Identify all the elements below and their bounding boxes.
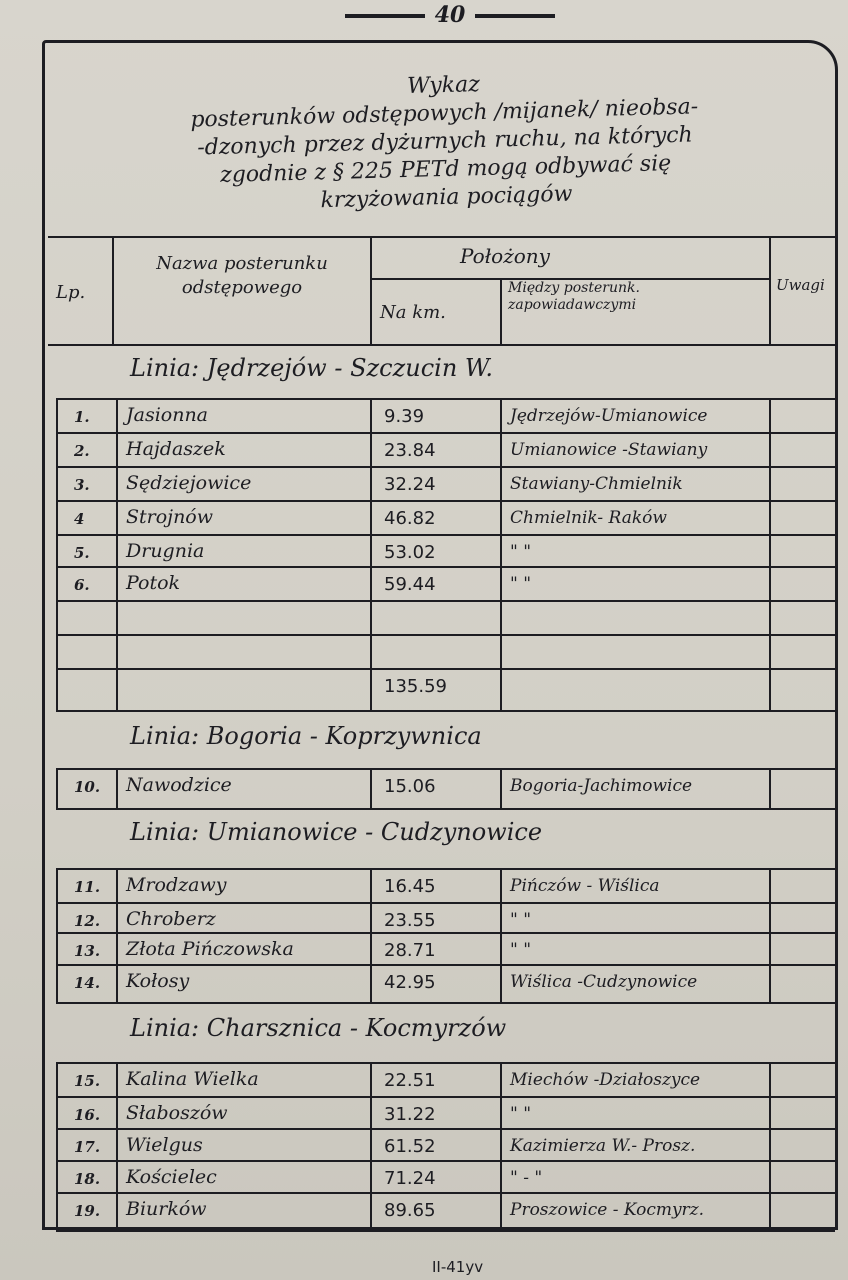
row-lp: 16.	[74, 1106, 101, 1124]
row-between: Pińczów - Wiślica	[510, 876, 660, 896]
column-rule	[116, 1062, 118, 1096]
column-rule	[56, 964, 58, 1002]
row-lp: 3.	[74, 476, 90, 494]
column-rule	[370, 432, 372, 466]
row-km: 135.59	[384, 676, 447, 697]
row-name: Biurków	[126, 1198, 207, 1220]
column-rule	[56, 932, 58, 964]
column-rule	[56, 634, 58, 668]
column-rule	[56, 668, 58, 710]
row-lp: 14.	[74, 974, 101, 992]
row-lp: 11.	[74, 878, 101, 896]
row-rule	[56, 1160, 835, 1162]
row-rule	[56, 1192, 835, 1194]
section-title: Linia: Charsznica - Kocmyrzów	[130, 1014, 507, 1042]
row-rule	[56, 902, 835, 904]
row-rule	[56, 668, 835, 670]
header-top-rule	[48, 236, 835, 238]
column-rule	[500, 566, 502, 600]
row-rule	[56, 634, 835, 636]
column-rule	[116, 432, 118, 466]
page-number: 40	[0, 2, 848, 28]
footer-code: II-41yv	[432, 1258, 484, 1276]
row-km: 31.22	[384, 1104, 436, 1125]
column-rule	[370, 500, 372, 534]
column-rule	[370, 1096, 372, 1128]
row-rule	[56, 1128, 835, 1130]
title-line: -dzonych przez dyżurnych ruchu, na których	[196, 122, 694, 161]
row-lp: 15.	[74, 1072, 101, 1090]
column-rule	[370, 1128, 372, 1160]
column-rule	[56, 902, 58, 932]
row-km: 53.02	[384, 542, 436, 563]
column-rule	[370, 1160, 372, 1192]
row-name: Złota Pińczowska	[126, 938, 294, 960]
column-rule	[56, 1160, 58, 1192]
row-lp: 2.	[74, 442, 90, 460]
row-rule	[56, 964, 835, 966]
row-between: Bogoria-Jachimowice	[510, 776, 693, 796]
row-km: 71.24	[384, 1168, 436, 1189]
column-rule	[769, 500, 771, 534]
column-rule	[56, 432, 58, 466]
row-name: Hajdaszek	[126, 438, 226, 460]
row-rule	[56, 1062, 835, 1064]
row-lp: 10.	[74, 778, 101, 796]
row-between: Wiślica -Cudzynowice	[510, 972, 698, 992]
column-rule	[370, 1192, 372, 1230]
row-km: 42.95	[384, 972, 436, 993]
column-rule	[500, 1160, 502, 1192]
column-rule	[769, 466, 771, 500]
header-col-rule	[769, 237, 771, 344]
row-between: Jędrzejów-Umianowice	[510, 406, 708, 426]
title-line: krzyżowania pociągów	[320, 181, 573, 214]
column-rule	[370, 868, 372, 902]
column-rule	[769, 1160, 771, 1192]
column-rule	[370, 768, 372, 808]
column-rule	[116, 902, 118, 932]
column-rule	[500, 466, 502, 500]
column-rule	[370, 466, 372, 500]
column-rule	[769, 398, 771, 432]
column-rule	[56, 398, 58, 432]
column-rule	[116, 534, 118, 566]
column-rule	[500, 500, 502, 534]
section-title: Linia: Jędrzejów - Szczucin W.	[130, 354, 494, 382]
column-rule	[370, 668, 372, 710]
row-km: 22.51	[384, 1070, 436, 1091]
row-name: Potok	[126, 572, 181, 594]
row-km: 46.82	[384, 508, 436, 529]
row-name: Nawodzice	[126, 774, 232, 796]
header-between: Między posterunk. zapowiadawczymi	[508, 280, 640, 313]
section-bottom-rule	[56, 808, 835, 810]
column-rule	[500, 600, 502, 634]
column-rule	[116, 932, 118, 964]
row-name: Słaboszów	[126, 1102, 228, 1124]
title-line: Wykaz	[406, 72, 481, 99]
page-number-dash-left	[345, 14, 425, 18]
column-rule	[116, 1128, 118, 1160]
column-rule	[769, 964, 771, 1002]
column-rule	[500, 868, 502, 902]
title-line: zgodnie z § 225 PETd mogą odbywać się	[219, 151, 672, 188]
row-lp: 12.	[74, 912, 101, 930]
column-rule	[500, 398, 502, 432]
column-rule	[500, 964, 502, 1002]
row-lp: 19.	[74, 1202, 101, 1220]
column-rule	[116, 566, 118, 600]
document-title	[58, 62, 831, 222]
row-name: Mrodzawy	[126, 874, 227, 896]
column-rule	[769, 1128, 771, 1160]
row-rule	[56, 432, 835, 434]
column-rule	[769, 600, 771, 634]
row-rule	[56, 566, 835, 568]
column-rule	[116, 634, 118, 668]
column-rule	[500, 1096, 502, 1128]
title-line: posterunków odstępowych /mijanek/ nieobsa-	[190, 94, 699, 133]
section-title: Linia: Bogoria - Koprzywnica	[130, 722, 482, 750]
row-lp: 13.	[74, 942, 101, 960]
row-km: 16.45	[384, 876, 436, 897]
header-col-rule	[112, 237, 114, 344]
row-rule	[56, 1096, 835, 1098]
header-bottom-rule	[48, 344, 835, 346]
column-rule	[370, 902, 372, 932]
column-rule	[500, 668, 502, 710]
header-located: Położony	[460, 244, 550, 268]
row-km: 32.24	[384, 474, 436, 495]
row-lp: 4	[74, 510, 85, 528]
row-name: Kalina Wielka	[126, 1068, 259, 1090]
row-km: 23.55	[384, 910, 436, 931]
column-rule	[116, 1192, 118, 1230]
section-title: Linia: Umianowice - Cudzynowice	[130, 818, 543, 846]
column-rule	[116, 500, 118, 534]
row-name: Kołosy	[126, 970, 190, 992]
column-rule	[500, 634, 502, 668]
row-rule	[56, 500, 835, 502]
header-col-rule	[370, 237, 372, 344]
row-km: 23.84	[384, 440, 436, 461]
row-lp: 5.	[74, 544, 90, 562]
row-rule	[56, 466, 835, 468]
column-rule	[370, 566, 372, 600]
column-rule	[56, 1062, 58, 1096]
row-rule	[56, 398, 835, 400]
row-name: Sędziejowice	[126, 472, 252, 494]
column-rule	[116, 868, 118, 902]
column-rule	[56, 500, 58, 534]
page-number-dash-right	[475, 14, 555, 18]
column-rule	[370, 932, 372, 964]
row-lp: 1.	[74, 408, 90, 426]
row-between: Miechów -Działoszyce	[510, 1070, 701, 1090]
column-rule	[769, 668, 771, 710]
column-rule	[116, 398, 118, 432]
column-rule	[370, 634, 372, 668]
row-between: Kazimierza W.- Prosz.	[510, 1136, 696, 1156]
header-remarks: Uwagi	[776, 276, 825, 294]
row-rule	[56, 600, 835, 602]
header-km: Na km.	[380, 302, 446, 323]
column-rule	[500, 1062, 502, 1096]
row-rule	[56, 768, 835, 770]
row-rule	[56, 868, 835, 870]
column-rule	[370, 600, 372, 634]
row-between: " "	[510, 1104, 532, 1124]
column-rule	[500, 1192, 502, 1230]
column-rule	[56, 868, 58, 902]
column-rule	[56, 1096, 58, 1128]
row-km: 61.52	[384, 1136, 436, 1157]
column-rule	[56, 566, 58, 600]
row-between: " "	[510, 542, 532, 562]
row-name: Jasionna	[126, 404, 209, 426]
row-name: Chroberz	[126, 908, 216, 930]
column-rule	[500, 902, 502, 932]
section-bottom-rule	[56, 710, 835, 712]
column-rule	[500, 1128, 502, 1160]
column-rule	[56, 768, 58, 808]
column-rule	[116, 1160, 118, 1192]
column-rule	[116, 600, 118, 634]
column-rule	[769, 768, 771, 808]
column-rule	[769, 566, 771, 600]
header-lp: Lp.	[56, 282, 86, 303]
column-rule	[56, 466, 58, 500]
row-between: " "	[510, 574, 532, 594]
header-name: Nazwa posterunku odstępowego	[156, 253, 328, 298]
column-rule	[116, 466, 118, 500]
column-rule	[769, 1062, 771, 1096]
column-rule	[769, 868, 771, 902]
column-rule	[116, 668, 118, 710]
column-rule	[769, 432, 771, 466]
column-rule	[370, 964, 372, 1002]
column-rule	[370, 398, 372, 432]
row-lp: 18.	[74, 1170, 101, 1188]
column-rule	[500, 932, 502, 964]
row-km: 89.65	[384, 1200, 436, 1221]
column-rule	[769, 902, 771, 932]
column-rule	[116, 1096, 118, 1128]
column-rule	[769, 634, 771, 668]
column-rule	[769, 932, 771, 964]
row-between: Umianowice -Stawiany	[510, 440, 708, 460]
column-rule	[56, 600, 58, 634]
column-rule	[370, 534, 372, 566]
column-rule	[500, 534, 502, 566]
section-bottom-rule	[56, 1230, 835, 1232]
column-rule	[769, 1192, 771, 1230]
column-rule	[116, 768, 118, 808]
row-between: " "	[510, 910, 532, 930]
row-lp: 6.	[74, 576, 90, 594]
row-between: Proszowice - Kocmyrz.	[510, 1200, 705, 1220]
section-bottom-rule	[56, 1002, 835, 1004]
row-name: Strojnów	[126, 506, 214, 528]
column-rule	[116, 964, 118, 1002]
column-rule	[56, 1192, 58, 1230]
row-lp: 17.	[74, 1138, 101, 1156]
column-rule	[56, 1128, 58, 1160]
column-rule	[500, 432, 502, 466]
row-name: Kościelec	[126, 1166, 217, 1188]
column-rule	[56, 534, 58, 566]
column-rule	[769, 1096, 771, 1128]
column-rule	[370, 1062, 372, 1096]
row-between: Chmielnik- Raków	[510, 508, 667, 528]
row-between: " "	[510, 940, 532, 960]
row-km: 59.44	[384, 574, 436, 595]
row-km: 15.06	[384, 776, 436, 797]
column-rule	[500, 768, 502, 808]
row-name: Drugnia	[126, 540, 205, 562]
row-between: " - "	[510, 1168, 543, 1188]
row-rule	[56, 932, 835, 934]
row-km: 28.71	[384, 940, 436, 961]
row-name: Wielgus	[126, 1134, 203, 1156]
row-between: Stawiany-Chmielnik	[510, 474, 683, 494]
row-km: 9.39	[384, 406, 425, 427]
header-col-rule	[500, 279, 502, 344]
row-rule	[56, 534, 835, 536]
column-rule	[769, 534, 771, 566]
